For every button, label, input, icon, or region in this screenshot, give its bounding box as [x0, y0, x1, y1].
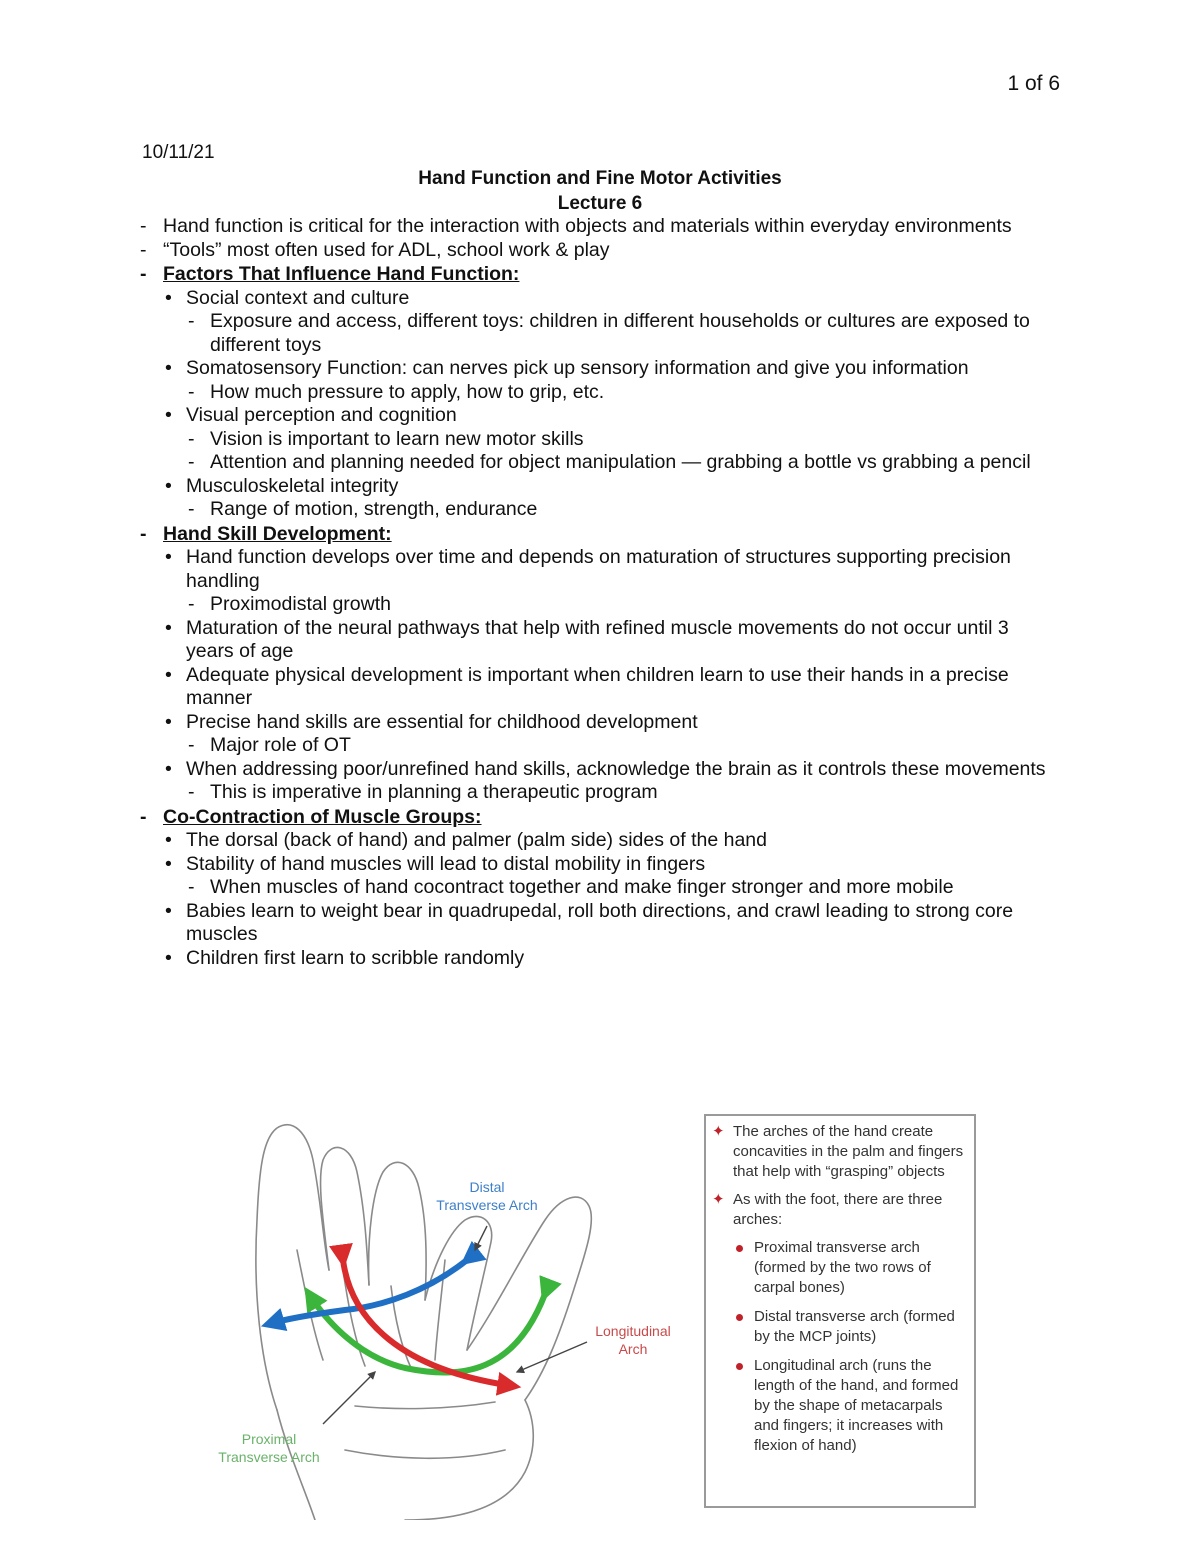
dot-bullet-icon	[736, 1363, 743, 1370]
bullet-item: • Stability of hand muscles will lead to distal mobility in fingers	[165, 852, 706, 875]
section-heading-cocontraction: - Co-Contraction of Muscle Groups:	[140, 805, 482, 828]
intro-item: - Hand function is critical for the interaction with objects and materials within everyday environments	[140, 215, 1012, 237]
distal-arch-label-line2: Transverse Arch	[436, 1197, 538, 1213]
bullet-item: • Hand function develops over time and depends on maturation of structures supporting precision handling	[165, 546, 1011, 592]
bullet-item: • Maturation of the neural pathways that help with refined muscle movements do not occur until 3 years of age	[165, 616, 1009, 662]
lecture-notes	[140, 215, 1060, 970]
proximal-arch-label-line1: Proximal	[241, 1431, 297, 1447]
star-bullet-icon: ✦	[712, 1123, 725, 1140]
longitudinal-pointer	[517, 1342, 587, 1372]
page-number: 1 of 6	[1007, 72, 1060, 95]
longitudinal-arch-label-line2: Arch	[618, 1341, 648, 1357]
info-point: ✦ The arches of the hand create concavities in the palm and fingers that help with “grasping” objects	[712, 1123, 964, 1180]
bullet-item: • When addressing poor/unrefined hand skills, acknowledge the brain as it controls these movements	[165, 757, 1046, 780]
sub-item: - When muscles of hand cocontract together and make finger stronger and more mobile	[188, 876, 954, 898]
bullet-item: • Children first learn to scribble randomly	[165, 946, 525, 969]
distal-pointer	[475, 1226, 487, 1250]
sub-item: - Vision is important to learn new motor skills	[188, 427, 584, 450]
dot-bullet-icon	[736, 1314, 743, 1321]
document-title-block	[0, 166, 1200, 216]
hand-arches-diagram	[205, 1110, 685, 1520]
intro-item: - “Tools” most often used for ADL, school work & play	[140, 238, 610, 261]
sub-item: - How much pressure to apply, how to grip, etc.	[188, 380, 605, 403]
info-point: ✦ As with the foot, there are three arches:	[712, 1191, 943, 1228]
proximal-arch-label-line2: Transverse Arch	[218, 1449, 320, 1465]
bullet-item: • Somatosensory Function: can nerves pick up sensory information and give you information	[165, 357, 969, 379]
sub-item: - Exposure and access, different toys: children in different households or cultures are exposed to different toys	[188, 310, 1030, 356]
document-title: Hand Function and Fine Motor Activities	[418, 168, 782, 189]
hand-arches-figure	[205, 1110, 685, 1520]
bullet-item: • Social context and culture	[165, 286, 410, 309]
distal-arch-label-line1: Distal	[469, 1179, 505, 1195]
star-bullet-icon: ✦	[712, 1191, 725, 1208]
sub-item: - Range of motion, strength, endurance	[188, 498, 538, 520]
bullet-item: • Visual perception and cognition	[165, 404, 457, 426]
proximal-pointer	[323, 1372, 375, 1424]
section-heading-factors: - Factors That Influence Hand Function:	[140, 263, 520, 285]
bullet-item: • Babies learn to weight bear in quadrupedal, roll both directions, and crawl leading to strong core muscles	[165, 899, 1014, 945]
arch-description: Distal transverse arch (formed by the MCP joints)	[712, 1307, 964, 1347]
sub-item: - Major role of OT	[188, 734, 351, 756]
longitudinal-arch-label-line1: Longitudinal	[595, 1323, 671, 1339]
lecture-number: Lecture 6	[557, 193, 643, 214]
bullet-item: • Musculoskeletal integrity	[165, 474, 399, 497]
hand-arches-infobox	[704, 1114, 976, 1508]
dot-bullet-icon	[736, 1245, 743, 1252]
arch-description: Proximal transverse arch (formed by the two rows of carpal bones)	[712, 1238, 964, 1298]
bullet-item: • The dorsal (back of hand) and palmer (palm side) sides of the hand	[165, 829, 767, 851]
bullet-item: • Adequate physical development is important when children learn to use their hands in a precise manner	[165, 663, 1009, 709]
bullet-item: • Precise hand skills are essential for childhood development	[165, 710, 698, 733]
arch-description: Longitudinal arch (runs the length of the hand, and formed by the shape of metacarpals and fingers; it increases with flexion of hand)	[712, 1356, 964, 1456]
sub-item: - Attention and planning needed for object manipulation — grabbing a bottle vs grabbing a pencil	[188, 451, 1031, 473]
lecture-date: 10/11/21	[142, 142, 215, 163]
section-heading-development: - Hand Skill Development:	[140, 522, 392, 545]
sub-item: - This is imperative in planning a therapeutic program	[188, 781, 658, 803]
sub-item: - Proximodistal growth	[188, 593, 391, 615]
